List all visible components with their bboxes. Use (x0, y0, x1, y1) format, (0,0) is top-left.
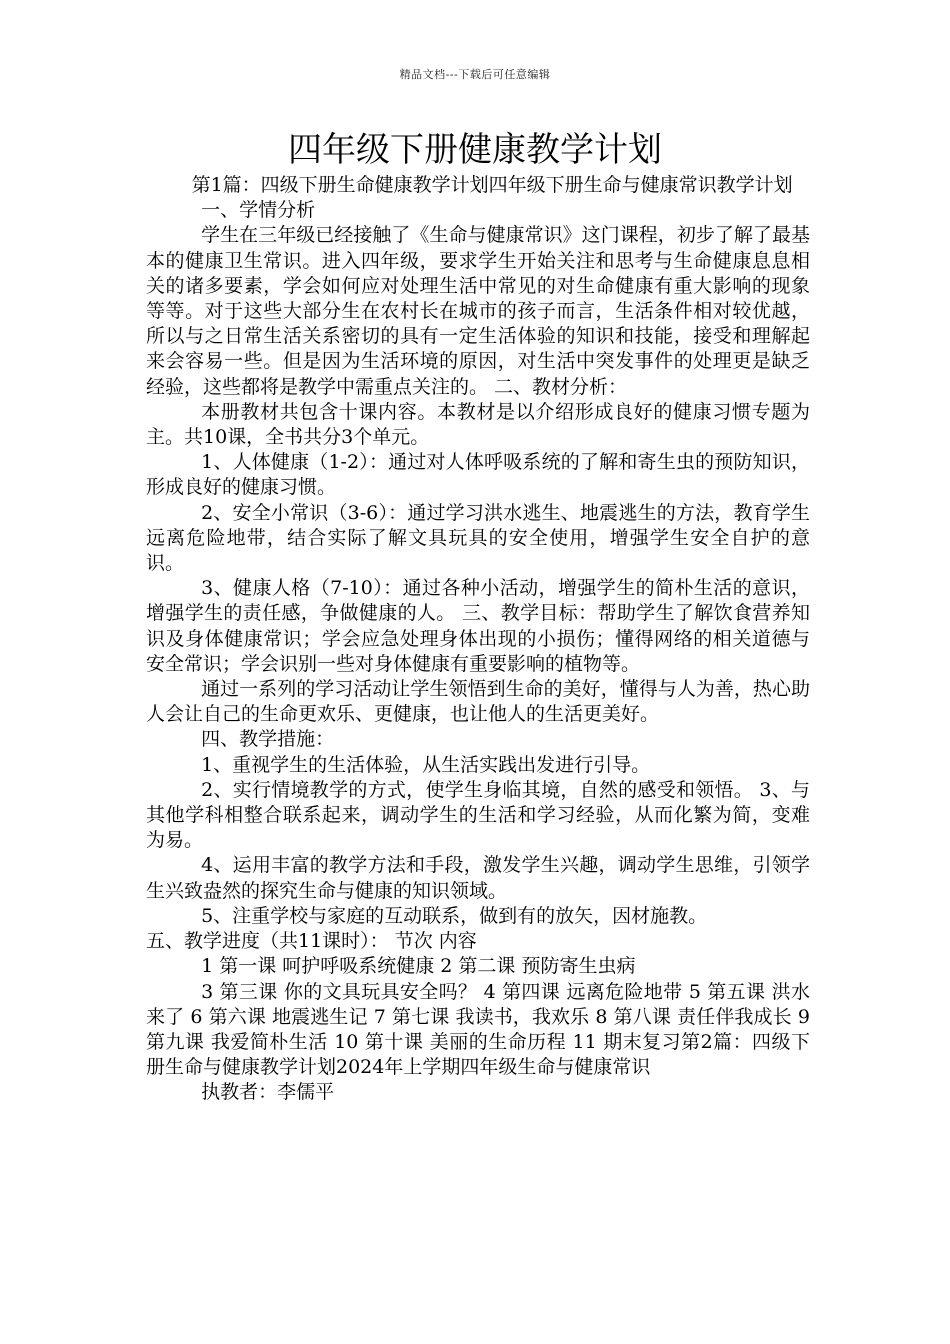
section-heading-measures: 四、教学措施： (201, 728, 335, 751)
paragraph-measure-5: 5、注重学校与家庭的互动联系，做到有的放矢，因材施教。 (201, 904, 708, 927)
paragraph-learning-analysis: 学生在三年级已经接触了《生命与健康常识》这门课程，初步了解了最基本的健康卫生常识。进入四年级，要求学生开始关注和思考与生命健康息息相关的诸多要素，学会如何应对处理生活中常见的对生命健康有重大影响的现象等等。对于这些大部分生在农村长在城市的孩子而言，生活条件相对较优越，所以与之日常生活关系密切的具有一定生活体验的知识和技能，接受和理解起来会容易一些。但是因为生活环境的原因，对生活中突发事件的处理更是缺乏经验，这些都将是教学中需重点关注的。 二、教材分析： (146, 224, 810, 398)
paragraph-goals-summary: 通过一系列的学习活动让学生领悟到生命的美好，懂得与人为善，热心助人会让自己的生命更欢乐、更健康，也让他人的生活更美好。 (146, 678, 810, 726)
section-heading-schedule: 五、教学进度（共11课时）： 节次 内容 (146, 930, 477, 953)
section-heading-learning-analysis: 一、学情分析 (201, 199, 316, 222)
paragraph-measure-4: 4、运用丰富的教学方法和手段，激发学生兴趣，调动学生思维，引领学生兴致盎然的探究生命与健康的知识领域。 (146, 854, 810, 902)
paragraph-unit-2: 2、安全小常识（3-6）：通过学习洪水逃生、地震逃生的方法，教育学生远离危险地带，结合实际了解文具玩具的安全使用，增强学生安全自护的意识。 (146, 501, 810, 575)
paragraph-textbook-overview: 本册教材共包含十课内容。本教材是以介绍形成良好的健康习惯专题为主。共10课，全书共分3个单元。 (146, 400, 810, 449)
paragraph-schedule-1-2: 1 第一课 呵护呼吸系统健康 2 第二课 预防寄生虫病 (201, 955, 636, 978)
paragraph-teacher: 执教者：李儒平 (201, 1081, 335, 1104)
paragraph-unit-1: 1、人体健康（1-2）：通过对人体呼吸系统的了解和寄生虫的预防知识，形成良好的健康习惯。 (146, 451, 810, 499)
document-body (146, 173, 810, 1106)
paragraph-schedule-3-11: 3 第三课 你的文具玩具安全吗？ 4 第四课 远离危险地带 5 第五课 洪水来了 6 第六课 地震逃生记 7 第七课 我读书，我欢乐 8 第八课 责任伴我成长 9 第九课 我爱简朴生活 10 第十课 美丽的生命历程 11 期末复习第2篇：四级下册生命与健康教学计划2024年上学期四年级生命与健康常识 (146, 980, 810, 1079)
paragraph-measure-1: 1、重视学生的生活体验，从生活实践出发进行引导。 (201, 753, 651, 776)
document-title: 四年级下册健康教学计划 (288, 130, 662, 170)
paragraph-article-heading: 第1篇：四级下册生命健康教学计划四年级下册生命与健康常识教学计划 (191, 174, 793, 196)
paragraph-unit-3-and-goals: 3、健康人格（7-10）：通过各种小活动，增强学生的简朴生活的意识，增强学生的责任感，争做健康的人。 三、教学目标：帮助学生了解饮食营养知识及身体健康常识；学会应急处理身体出现的小损伤；懂得网络的相关道德与安全常识；学会识别一些对身体健康有重要影响的植物等。 (146, 577, 810, 675)
paragraph-measure-2-3: 2、实行情境教学的方式，使学生身临其境，自然的感受和领悟。 3、与其他学科相整合联系起来，调动学生的生活和学习经验，从而化繁为简，变难为易。 (146, 778, 810, 852)
document-header-note: 精品文档---下载后可任意编辑 (399, 68, 551, 81)
